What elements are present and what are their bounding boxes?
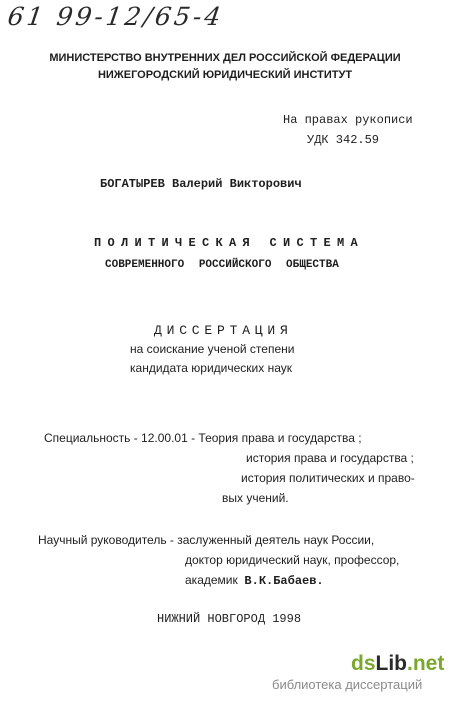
dslib-logo-lib: Lib (375, 652, 408, 675)
supervisor-title: академик (185, 573, 238, 587)
ministry-heading: МИНИСТЕРСТВО ВНУТРЕННИХ ДЕЛ РОССИЙСКОЙ ФЕДЕРАЦИИ (49, 52, 401, 64)
supervisor-name: В.К.Бабаев. (244, 574, 324, 588)
city-year: НИЖНИЙ НОВГОРОД 1998 (157, 612, 302, 626)
specialty-line-2: история права и государства ; (246, 451, 414, 465)
title-line-1: ПОЛИТИЧЕСКАЯ СИСТЕМА (94, 236, 365, 250)
dslib-caption: библиотека диссертаций (272, 677, 423, 692)
title-line-2: СОВРЕМЕННОГО РОССИЙСКОГО ОБЩЕСТВА (105, 259, 339, 271)
dslib-logo[interactable] (351, 652, 444, 676)
handwritten-archive-number: 61 99-12/65-4 (5, 2, 226, 31)
specialty-line-3: история политических и право- (241, 471, 415, 485)
supervisor-line-2: доктор юридический наук, профессор, (185, 553, 400, 567)
dslib-logo-ds: ds (351, 652, 376, 675)
degree-line-2: кандидата юридических наук (130, 361, 293, 375)
manuscript-rights-note: На правах рукописи (283, 113, 413, 127)
udk-code: УДК 342.59 (307, 133, 380, 147)
dissertation-label: ДИССЕРТАЦИЯ (154, 323, 293, 338)
supervisor-line-1: Научный руководитель - заслуженный деятель наук России, (38, 533, 375, 547)
dslib-logo-net: .net (407, 652, 445, 675)
degree-line-1: на соискание ученой степени (130, 342, 295, 356)
supervisor-line-3 (185, 573, 324, 588)
specialty-line-4: вых учений. (222, 491, 289, 505)
institute-heading: НИЖЕГОРОДСКИЙ ЮРИДИЧЕСКИЙ ИНСТИТУТ (97, 69, 353, 81)
author-name: БОГАТЫРЕВ Валерий Викторович (100, 177, 302, 191)
specialty-line-1: Специальность - 12.00.01 - Теория права и государства ; (44, 431, 362, 445)
